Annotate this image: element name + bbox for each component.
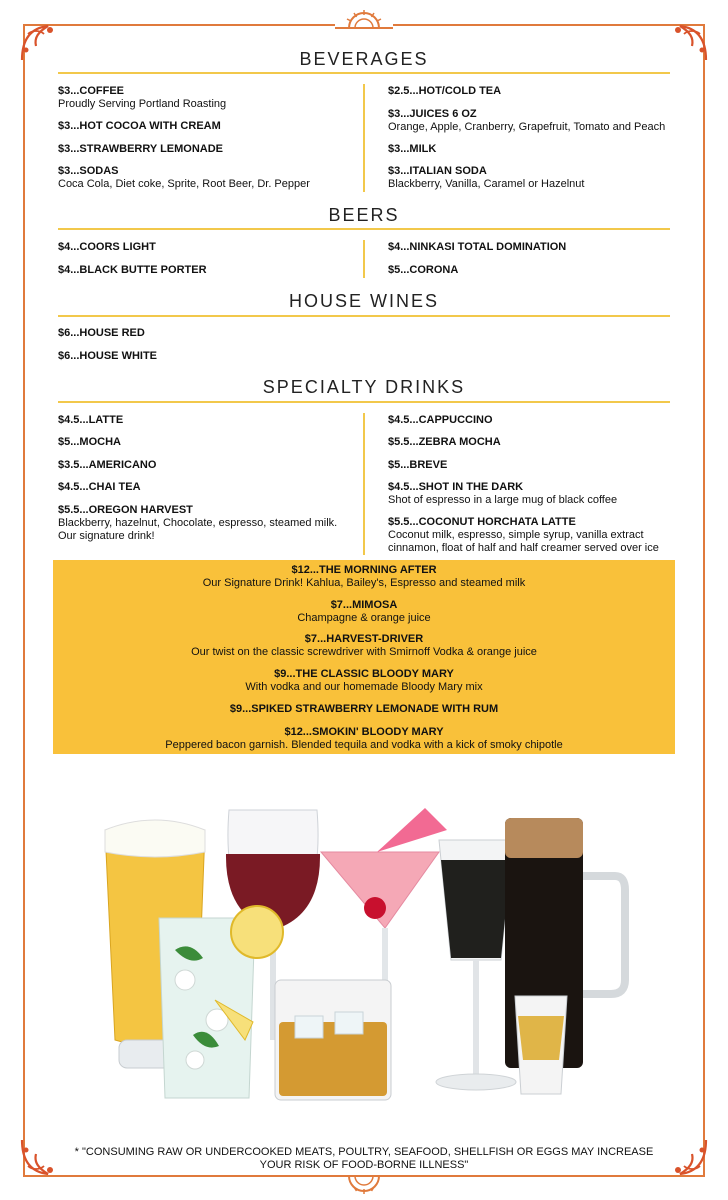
cocktail-item: [53, 599, 675, 625]
menu-item: [388, 165, 688, 191]
menu-item: [58, 481, 353, 494]
item-name: $5.5...ZEBRA MOCHA: [388, 436, 501, 448]
item-description: Coca Cola, Diet coke, Sprite, Root Beer, Dr. Pepper: [58, 178, 310, 190]
item-name: $7...HARVEST-DRIVER: [304, 633, 424, 645]
item-name: $5...CORONA: [388, 264, 459, 276]
item-description: Orange, Apple, Cranberry, Grapefruit, Tomato and Peach: [388, 121, 666, 133]
item-name: $6...HOUSE WHITE: [58, 350, 158, 362]
item-description: Coconut milk, espresso, simple syrup, vanilla extract: [388, 529, 644, 541]
item-name: $5.5...COCONUT HORCHATA LATTE: [388, 516, 576, 528]
column-divider: [363, 240, 365, 278]
drinks-photo-illustration: [95, 790, 635, 1110]
menu-item: [388, 516, 688, 555]
whiskey-glass-icon: [275, 980, 391, 1100]
item-name: $6...HOUSE RED: [58, 327, 145, 339]
menu-item: [58, 504, 353, 543]
cocktail-item: [53, 726, 675, 752]
item-name: $4...BLACK BUTTE PORTER: [58, 264, 207, 276]
menu-item: [388, 459, 688, 472]
item-name: $3...MILK: [388, 143, 437, 155]
item-description: Our twist on the classic screwdriver with Smirnoff Vodka & orange juice: [191, 646, 537, 658]
item-name: $12...SMOKIN' BLOODY MARY: [284, 726, 444, 738]
item-name: $4.5...CAPPUCCINO: [388, 414, 493, 426]
section-title-specialty-drinks: SPECIALTY DRINKS: [262, 377, 466, 397]
item-description: Our signature drink!: [58, 530, 155, 542]
menu-item: [58, 241, 353, 254]
item-description: With vodka and our homemade Bloody Mary mix: [245, 681, 483, 693]
item-name: $4.5...SHOT IN THE DARK: [388, 481, 524, 493]
menu-item: [58, 264, 353, 277]
section-divider: [58, 401, 670, 403]
corner-flourish-icon: [664, 1134, 710, 1180]
item-name: $3...ITALIAN SODA: [388, 165, 487, 177]
item-name: $7...MIMOSA: [330, 599, 398, 611]
menu-item: [58, 120, 353, 133]
menu-item: [388, 85, 688, 98]
item-name: $3...STRAWBERRY LEMONADE: [58, 143, 224, 155]
item-name: $4...COORS LIGHT: [58, 241, 156, 253]
item-description: Shot of espresso in a large mug of black coffee: [388, 494, 618, 506]
disclaimer-line: * "CONSUMING RAW OR UNDERCOOKED MEATS, POULTRY, SEAFOOD, SHELLFISH OR EGGS MAY INCREASE: [74, 1146, 654, 1158]
item-name: $5...MOCHA: [58, 436, 121, 448]
menu-item: [58, 85, 353, 111]
item-description: Champagne & orange juice: [297, 612, 431, 624]
cocktail-item: [53, 668, 675, 694]
item-name: $4.5...CHAI TEA: [58, 481, 141, 493]
column-divider: [363, 84, 365, 192]
item-name: $4.5...LATTE: [58, 414, 124, 426]
item-name: $12...THE MORNING AFTER: [291, 564, 437, 576]
section-title-beers: BEERS: [328, 205, 400, 225]
item-name: $2.5...HOT/COLD TEA: [388, 85, 502, 97]
section-divider: [58, 228, 670, 230]
section-divider: [58, 72, 670, 74]
mojito-glass-icon: [159, 906, 283, 1098]
item-description: Blackberry, Vanilla, Caramel or Hazelnut: [388, 178, 585, 190]
cocktail-item: [53, 564, 675, 590]
item-name: $5.5...OREGON HARVEST: [58, 504, 193, 516]
menu-item: [58, 459, 353, 472]
menu-item: [58, 327, 353, 340]
item-name: $3...COFFEE: [58, 85, 125, 97]
item-name: $3...JUICES 6 OZ: [388, 108, 477, 120]
menu-item: [388, 241, 688, 254]
item-description: Proudly Serving Portland Roasting: [58, 98, 227, 110]
menu-item: [388, 264, 688, 277]
item-description: Peppered bacon garnish. Blended tequila and vodka with a kick of smoky chipotle: [165, 739, 563, 751]
menu-item: [58, 414, 353, 427]
section-title-beverages: BEVERAGES: [299, 49, 429, 69]
column-divider: [363, 413, 365, 555]
shot-glass-icon: [515, 996, 567, 1094]
cocktail-item: [53, 633, 675, 659]
menu-item: [388, 436, 688, 449]
item-name: $5...BREVE: [388, 459, 448, 471]
menu-item: [388, 414, 688, 427]
menu-item: [388, 481, 688, 507]
item-description: cinnamon, float of half and half creamer served over ice: [388, 542, 659, 554]
section-title-house-wines: HOUSE WINES: [288, 291, 439, 311]
corner-flourish-icon: [664, 20, 710, 66]
menu-item: [58, 436, 353, 449]
item-name: $4...NINKASI TOTAL DOMINATION: [388, 241, 567, 253]
item-description: Our Signature Drink! Kahlua, Bailey's, Espresso and steamed milk: [202, 577, 526, 589]
menu-item: [58, 350, 353, 363]
disclaimer-line: YOUR RISK OF FOOD-BORNE ILLNESS": [259, 1159, 469, 1171]
item-name: $3...HOT COCOA WITH CREAM: [58, 120, 221, 132]
item-name: $3.5...AMERICANO: [58, 459, 157, 471]
champagne-glass-icon: [436, 840, 516, 1090]
section-divider: [58, 315, 670, 317]
corner-flourish-icon: [18, 1134, 64, 1180]
sunburst-ornament-icon: [335, 4, 393, 34]
menu-item: [58, 143, 353, 156]
food-safety-disclaimer: [60, 1146, 668, 1172]
item-name: $9...SPIKED STRAWBERRY LEMONADE WITH RUM: [229, 703, 499, 715]
cocktails-highlight-box: [53, 560, 675, 754]
item-description: Blackberry, hazelnut, Chocolate, espresso, steamed milk.: [58, 517, 338, 529]
item-name: $3...SODAS: [58, 165, 119, 177]
menu-item: [388, 143, 688, 156]
menu-item: [58, 165, 353, 191]
item-name: $9...THE CLASSIC BLOODY MARY: [274, 668, 454, 680]
cocktail-item: [53, 703, 675, 716]
menu-item: [388, 108, 688, 134]
sunburst-ornament-bottom-icon: [335, 1170, 393, 1200]
